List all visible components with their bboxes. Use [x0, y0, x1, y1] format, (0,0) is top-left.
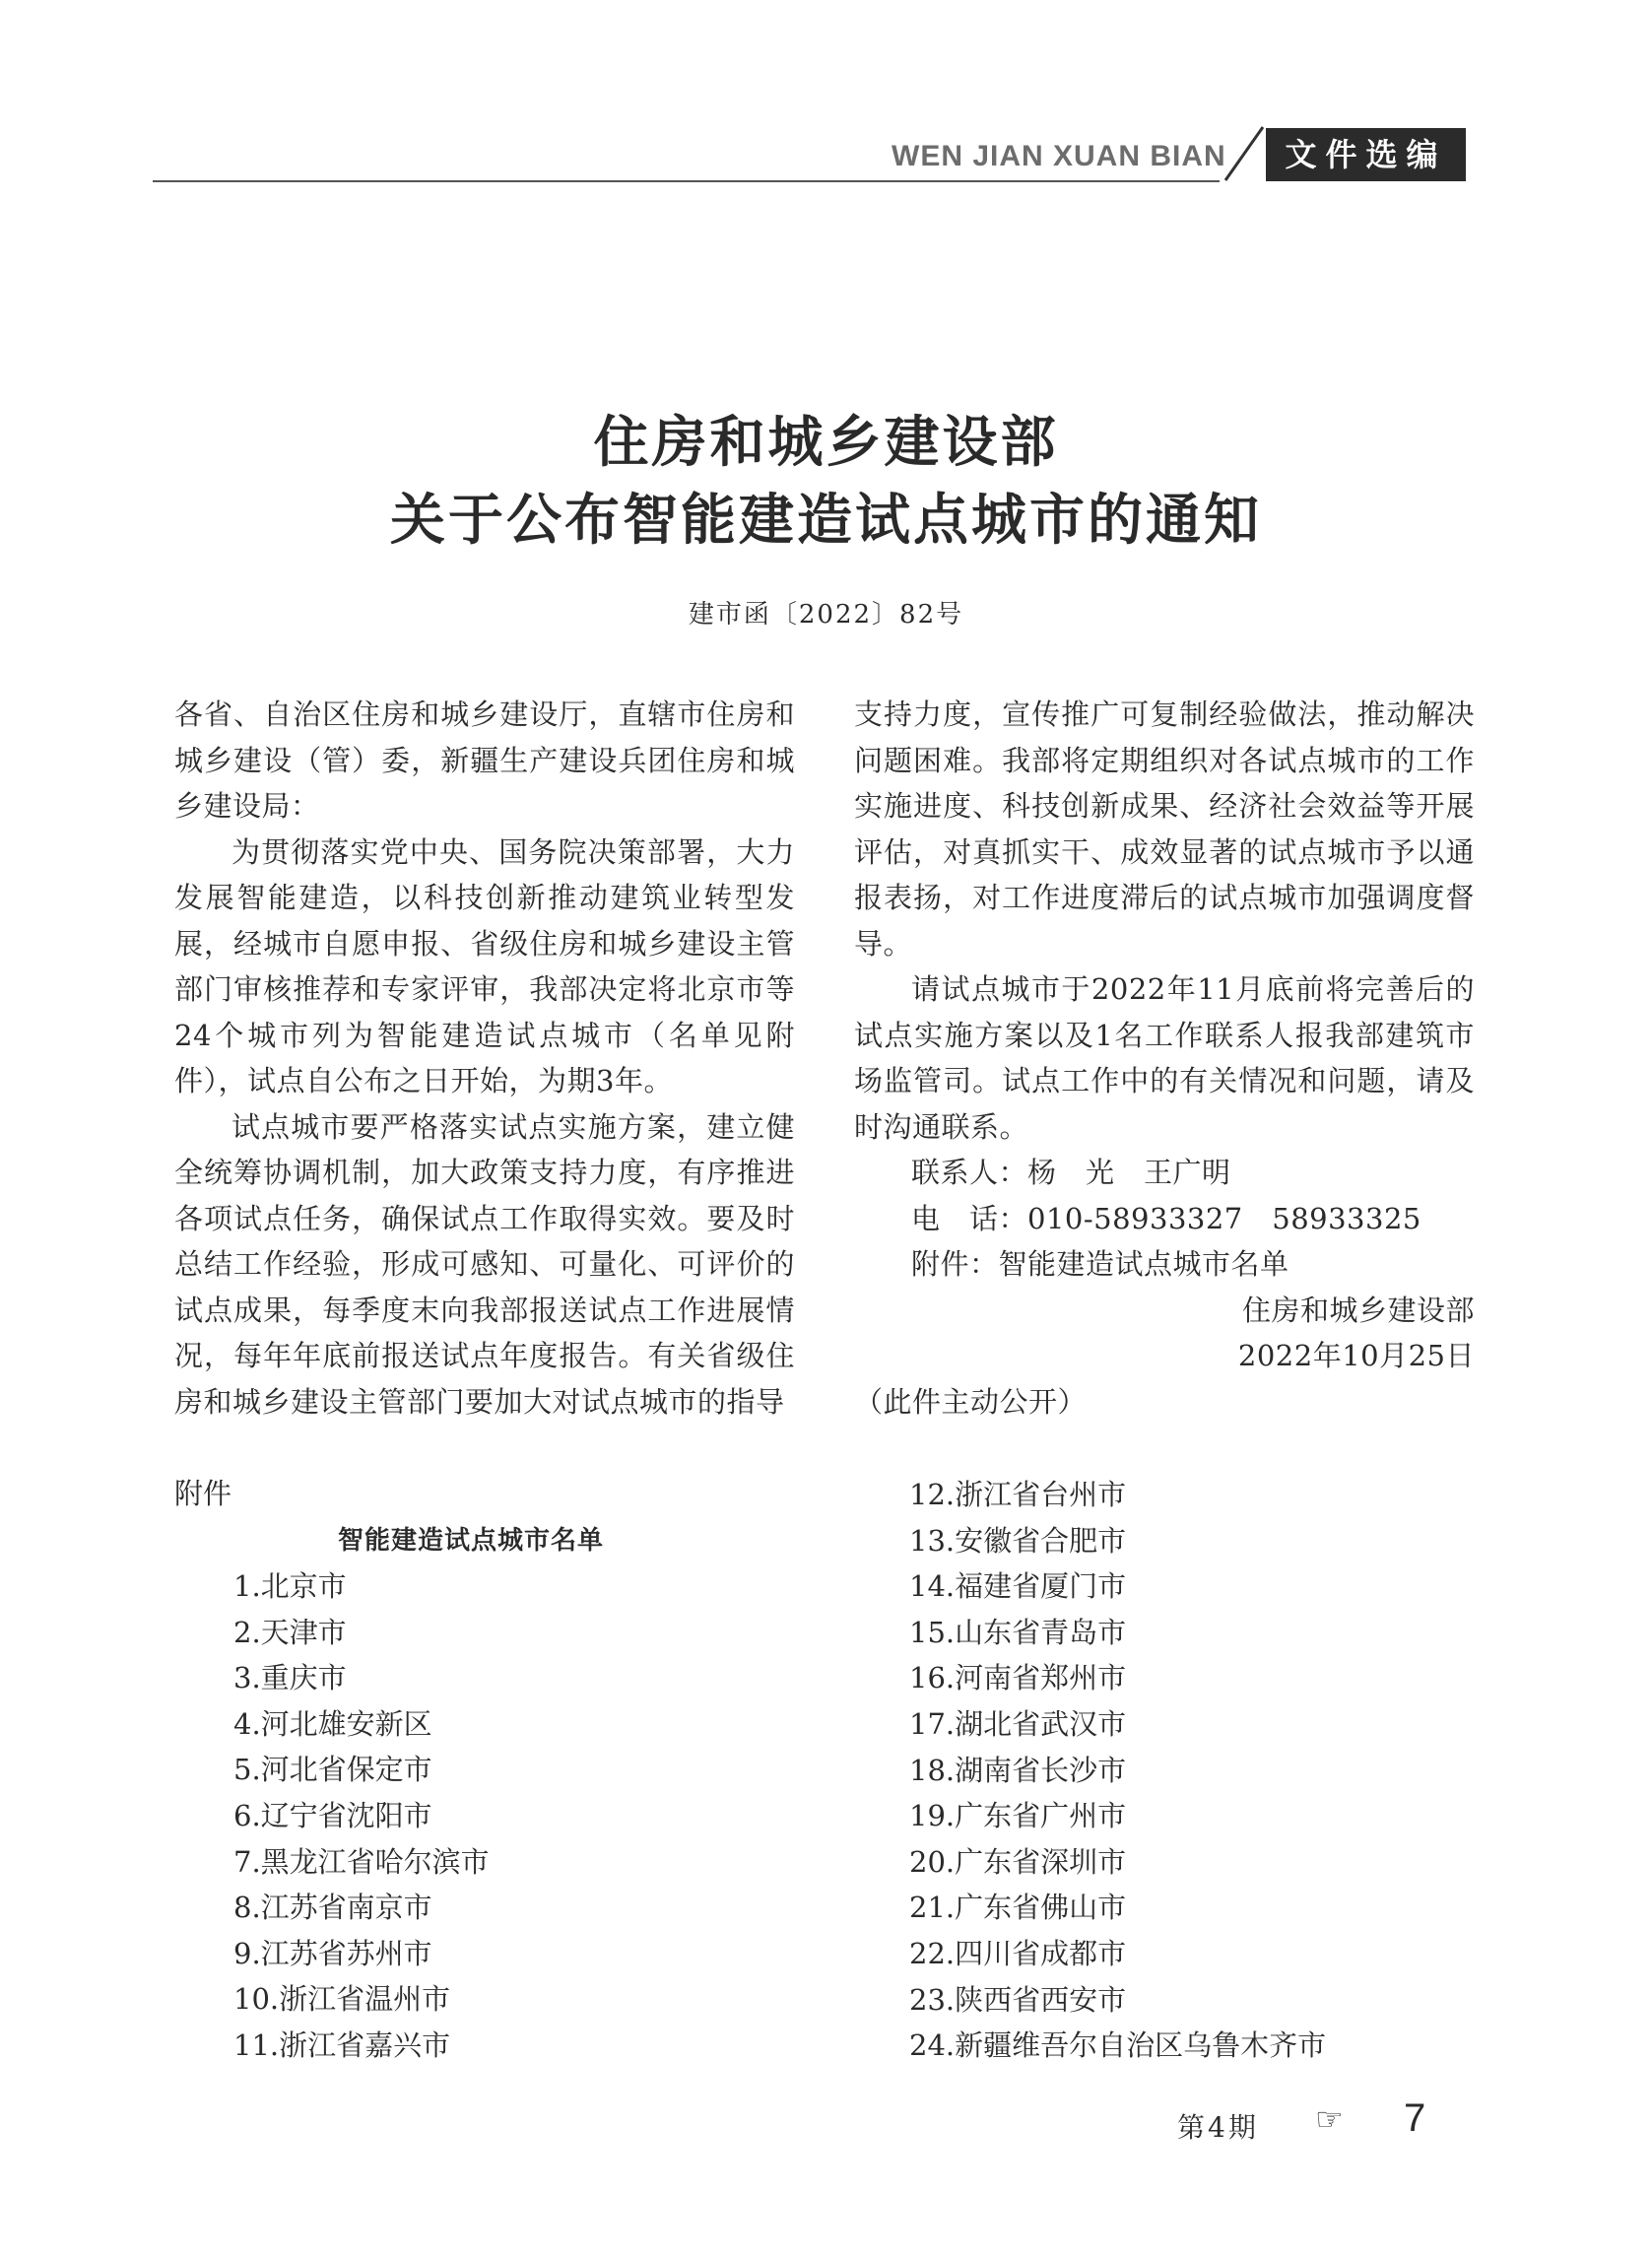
- list-item: 12.浙江省台州市: [909, 1478, 1127, 1511]
- list-item: 9.江苏省苏州市: [233, 1936, 432, 1970]
- attachment-note: 附件：智能建造试点城市名单: [911, 1247, 1289, 1281]
- document-title-line1: 住房和城乡建设部: [593, 410, 1059, 475]
- document-number: 建市函〔2022〕82号: [688, 600, 964, 630]
- contact-line: 联系人：杨 光 王广明: [911, 1156, 1231, 1189]
- issue-label: 第4期: [1177, 2111, 1259, 2144]
- list-item: 10.浙江省温州市: [233, 1982, 451, 2017]
- section-title-badge: 文件选编: [1266, 128, 1466, 181]
- list-item: 15.山东省青岛市: [909, 1615, 1127, 1649]
- page-number: 7: [1404, 2096, 1426, 2140]
- list-item: 5.河北省保定市: [233, 1753, 432, 1787]
- attachment-label: 附件: [174, 1477, 232, 1510]
- phone-line: 电 话：010-58933327 58933325: [911, 1201, 1421, 1235]
- header-slash-decoration: [1220, 123, 1269, 184]
- list-item: 21.广东省佛山市: [909, 1891, 1127, 1925]
- city-list-left: [233, 1563, 490, 2069]
- city-list-right: [909, 1472, 1326, 2069]
- list-item: 24.新疆维吾尔自治区乌鲁木齐市: [909, 2028, 1327, 2063]
- attachment-list-title: 智能建造试点城市名单: [338, 1526, 605, 1556]
- list-item: 8.江苏省南京市: [233, 1891, 432, 1925]
- signature-date: 2022年10月25日: [1237, 1339, 1475, 1372]
- list-item: 22.四川省成都市: [909, 1936, 1127, 1970]
- list-item: 14.福建省厦门市: [909, 1569, 1127, 1604]
- disclosure-note: （此件主动公开）: [854, 1384, 1088, 1419]
- list-item: 19.广东省广州市: [909, 1799, 1127, 1833]
- list-item: 7.黑龙江省哈尔滨市: [233, 1844, 490, 1879]
- list-item: 1.北京市: [233, 1569, 347, 1603]
- list-item: 4.河北雄安新区: [233, 1706, 432, 1741]
- list-item: 23.陕西省西安市: [909, 1982, 1127, 2017]
- header-rule: [153, 180, 1220, 182]
- salutation-paragraph: 各省、自治区住房和城乡建设厅，直辖市住房和城乡建设（管）委，新疆生产建设兵团住房和城乡建设局：: [174, 697, 795, 823]
- list-item: 16.河南省郑州市: [909, 1661, 1127, 1695]
- pointing-hand-icon: ☞: [1315, 2100, 1344, 2138]
- list-item: 13.安徽省合肥市: [909, 1523, 1127, 1558]
- section-title-en: WEN JIAN XUAN BIAN: [892, 140, 1226, 172]
- list-item: 11.浙江省嘉兴市: [233, 2027, 451, 2062]
- body-paragraph: 支持力度，宣传推广可复制经验做法，推动解决问题困难。我部将定期组织对各试点城市的工作实施进度、科技创新成果、经济社会效益等开展评估，对真抓实干、成效显著的试点城市予以通报表扬，对工作进度滞后的试点城市加强调度督导。: [854, 697, 1475, 961]
- body-column-left: [174, 692, 795, 1425]
- body-column-right: [854, 692, 1475, 1425]
- body-paragraph: 请试点城市于2022年11月底前将完善后的试点实施方案以及1名工作联系人报我部建筑市场监管司。试点工作中的有关情况和问题，请及时沟通联系。: [854, 972, 1475, 1144]
- body-paragraph: 为贯彻落实党中央、国务院决策部署，大力发展智能建造，以科技创新推动建筑业转型发展，经城市自愿申报、省级住房和城乡建设主管部门审核推荐和专家评审，我部决定将北京市等24个城市列为智能建造试点城市（名单见附件），试点自公布之日开始，为期3年。: [174, 834, 795, 1097]
- signature-org: 住房和城乡建设部: [1241, 1293, 1475, 1327]
- document-title-line2: 关于公布智能建造试点城市的通知: [390, 488, 1262, 553]
- list-item: 2.天津市: [233, 1615, 347, 1649]
- list-item: 3.重庆市: [233, 1661, 347, 1695]
- list-item: 6.辽宁省沈阳市: [233, 1798, 432, 1832]
- list-item: 18.湖南省长沙市: [909, 1753, 1127, 1787]
- body-paragraph: 试点城市要严格落实试点实施方案，建立健全统筹协调机制，加大政策支持力度，有序推进各项试点任务，确保试点工作取得实效。要及时总结工作经验，形成可感知、可量化、可评价的试点成果，每季度末向我部报送试点工作进展情况，每年年底前报送试点年度报告。有关省级住房和城乡建设主管部门要加大对试点城市的指导: [174, 1109, 795, 1419]
- list-item: 17.湖北省武汉市: [909, 1706, 1127, 1741]
- list-item: 20.广东省深圳市: [909, 1844, 1127, 1879]
